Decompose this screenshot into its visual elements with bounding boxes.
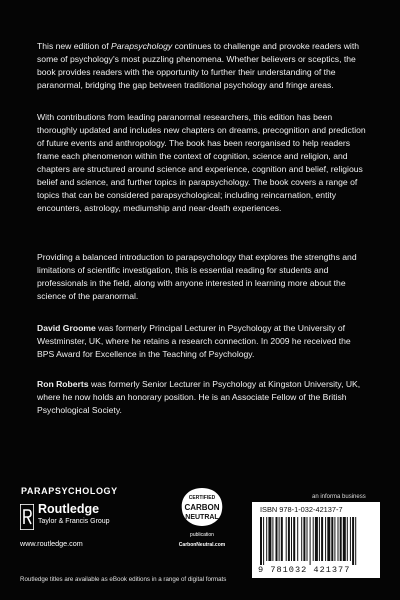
neutral-text: NEUTRAL (185, 514, 219, 521)
author-name: David Groome (37, 323, 96, 333)
carbon-neutral-badge (177, 484, 227, 564)
publisher-group: Taylor & Francis Group (38, 518, 110, 525)
ebook-note: Routledge titles are available as eBook editions in a range of digital formats (20, 576, 227, 583)
carbon-text: CARBON (184, 503, 220, 512)
carbon-publication-text: publication (190, 532, 214, 538)
author-bio-text: was formerly Principal Lecturer in Psychology at the University of Westminster, UK, where he retains a research connection. In 2009 he received the BPS Award for Excellence in the Teaching of Psychology. (37, 323, 351, 359)
author-bio-text: was formerly Senior Lecturer in Psychology at Kingston University, UK, where he now holds an honorary position. He is an Associate Fellow of the British Psychological Society. (37, 379, 361, 415)
barcode-icon (258, 517, 374, 565)
barcode-digits: 9 781032 421377 (258, 565, 351, 575)
routledge-r-icon (20, 504, 34, 530)
author-name: Ron Roberts (37, 379, 89, 389)
carbon-site-text: CarbonNeutral.com (178, 542, 226, 548)
author-bio-2 (37, 378, 367, 417)
isbn-barcode (252, 502, 380, 578)
description-text: With contributions from leading paranormal researchers, this edition has been thoroughly updated and includes new chapters on dreams, precognition and prediction of future events and anthropology. The book has been reorganised to help readers frame each phenomenon within the context of cognition, science and religion, and chapters are structured around science and experience, cognition and belief, religious belief and science, and further topics in parapsychology. The book covers a range of topics that can be considered parapsychological; including reincarnation, entity encounters, astrology, mediumship and near-death experiences. (37, 112, 366, 213)
description-text: continues to challenge and provoke readers with some of psychology's most puzzling phenomena. Whether believers or sceptics, the book provides readers with the opportunity to further their understanding of the paranormal, bridging the gap between traditional psychology and fringe areas. (37, 41, 359, 90)
publisher-logo (20, 502, 130, 542)
description-paragraph-1 (37, 40, 367, 92)
subject-category: PARAPSYCHOLOGY (21, 486, 118, 496)
description-paragraph-2 (37, 111, 367, 215)
isbn-label: ISBN 978-1-032-42137-7 (260, 505, 343, 514)
description-text: Providing a balanced introduction to parapsychology that explores the strengths and limitations of scientific investigation, this is essential reading for students and professionals in the field, along with anyone interested in learning more about the science of the paranormal. (37, 252, 357, 301)
informa-tagline: an informa business (312, 494, 366, 500)
book-title-italic: Parapsychology (111, 41, 173, 51)
publisher-website: www.routledge.com (20, 539, 83, 548)
carbon-certified-text: CERTIFIED (188, 495, 216, 501)
description-text: This new edition of (37, 41, 112, 51)
publisher-name: Routledge (38, 502, 100, 516)
description-paragraph-3 (37, 251, 367, 303)
author-bio-1 (37, 322, 367, 361)
